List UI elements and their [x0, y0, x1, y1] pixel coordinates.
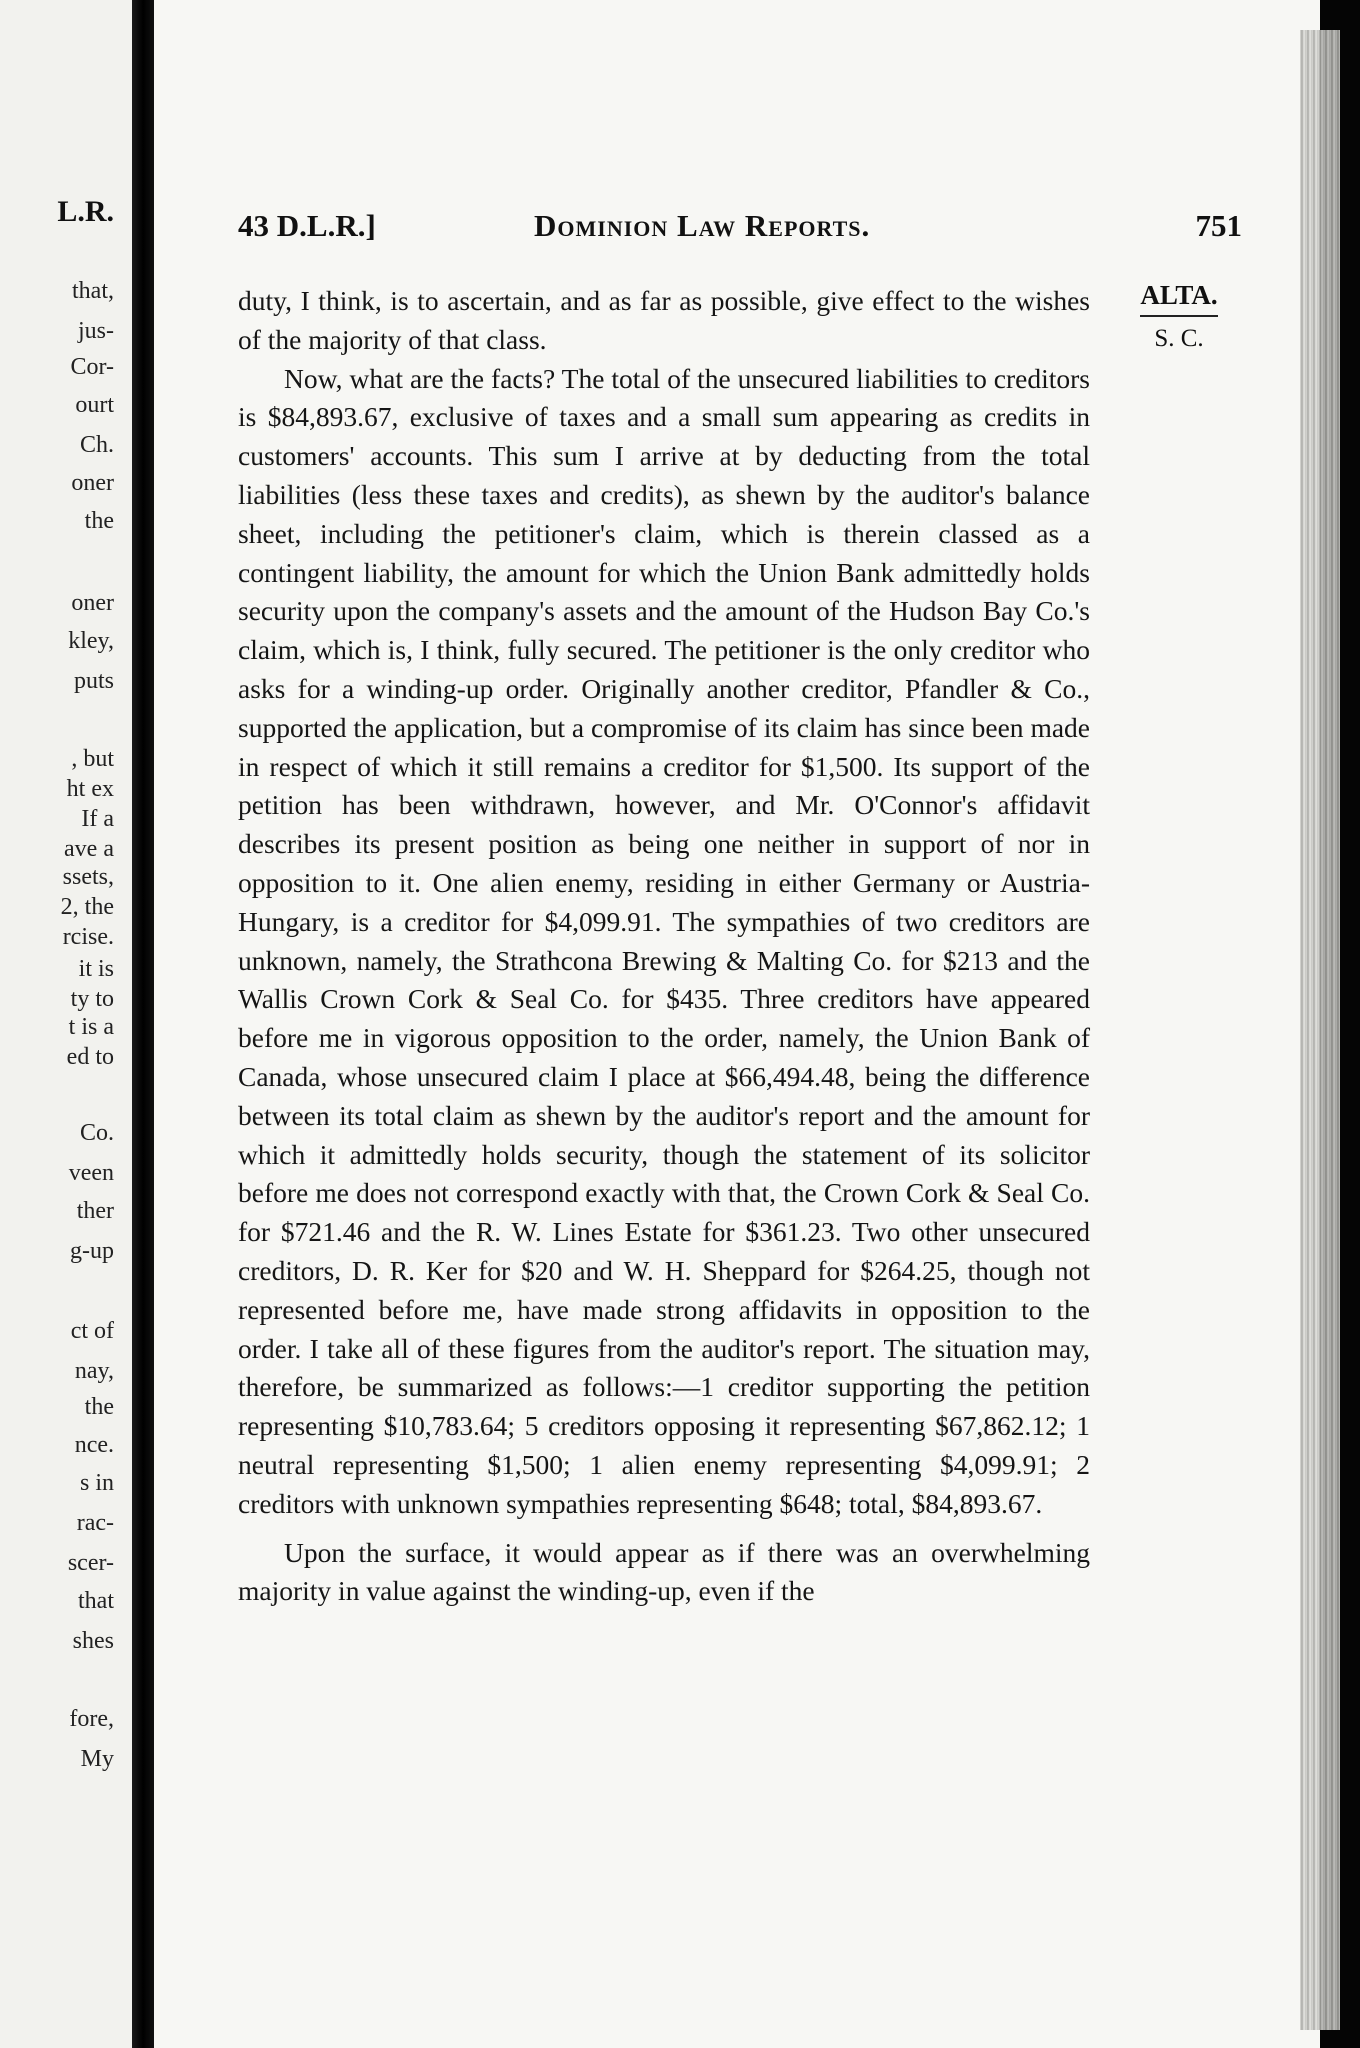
- facing-page-line: Cor-: [70, 354, 114, 380]
- facing-page-line: ther: [76, 1198, 114, 1224]
- facing-page-line: the: [84, 508, 114, 534]
- facing-page-line: ourt: [75, 392, 114, 418]
- facing-page-line: t is a: [68, 1014, 114, 1040]
- publication-title: Dominion Law Reports.: [534, 208, 871, 243]
- court-division: S. C.: [1154, 325, 1204, 352]
- paragraph-continuation: duty, I think, is to ascertain, and as far as possible, give effect to the wishes of the majority of that class.: [238, 285, 1090, 355]
- facing-page-line: puts: [73, 668, 114, 694]
- facing-page-line: , but: [71, 746, 114, 772]
- facing-page-line: that: [78, 1588, 114, 1614]
- body-text: [238, 282, 1090, 1611]
- facing-page-line: ed to: [66, 1044, 114, 1070]
- facing-page-line: ty to: [70, 986, 114, 1012]
- facing-page-fragment: [0, 0, 132, 2048]
- facing-page-line: that,: [72, 278, 114, 304]
- facing-page-line: nce.: [74, 1432, 114, 1458]
- book-gutter: [132, 0, 154, 2048]
- facing-page-line: rcise.: [62, 924, 114, 950]
- facing-page-line: oner: [71, 590, 114, 616]
- court-jurisdiction: ALTA.: [1140, 280, 1217, 317]
- facing-page-line: oner: [71, 470, 114, 496]
- page-edge: [1300, 30, 1340, 2030]
- facing-page-line: Co.: [79, 1120, 114, 1146]
- facing-page-line: the: [84, 1394, 114, 1420]
- facing-page-header: L.R.: [57, 195, 114, 228]
- side-note: [1139, 280, 1219, 353]
- facing-page-line: scer-: [67, 1550, 114, 1576]
- running-head: [238, 208, 1242, 248]
- facing-page-line: shes: [72, 1628, 114, 1654]
- facing-page-line: jus-: [78, 318, 114, 344]
- facing-page-line: 2, the: [60, 894, 114, 920]
- facing-page-line: Ch.: [79, 432, 114, 458]
- facing-page-line: ave a: [64, 836, 114, 862]
- facing-page-line: kley,: [68, 628, 114, 654]
- volume-reference: 43 D.L.R.]: [238, 208, 376, 243]
- facing-page-line: it is: [78, 956, 114, 982]
- facing-page-line: If a: [81, 806, 114, 832]
- facing-page-line: ht ex: [66, 776, 114, 802]
- page-number: 751: [1195, 208, 1242, 243]
- paragraph-conclusion: Upon the surface, it would appear as if there was an overwhelming majority in value against the winding-up, even if the: [238, 1536, 1090, 1607]
- facing-page-line: ssets,: [62, 864, 114, 890]
- facing-page-line: g-up: [70, 1238, 114, 1264]
- facing-page-line: nay,: [74, 1358, 114, 1384]
- facing-page-line: My: [80, 1746, 114, 1772]
- facing-page-line: fore,: [69, 1706, 114, 1732]
- facing-page-line: veen: [68, 1160, 114, 1186]
- page: [154, 0, 1320, 2048]
- facing-page-line: s in: [79, 1470, 114, 1496]
- facing-page-line: rac-: [76, 1510, 114, 1536]
- paragraph-facts: Now, what are the facts? The total of the unsecured liabilities to creditors is $84,893.67, exclusive of taxes and a small sum appearing as credits in customers' accounts. This sum I arrive at by deducting from the total liabilities (less these taxes and credits), as shewn by the auditor's balance sheet, including the petitioner's claim, which is therein classed as a contingent liability, the amount for which the Union Bank admittedly holds security upon the company's assets and the amount of the Hudson Bay Co.'s claim, which is, I think, fully secured. The petitioner is the only creditor who asks for a winding-up order. Originally another creditor, Pfandler & Co., supported the application, but a compromise of its claim has since been made in respect of which it still remains a creditor for $1,500. Its support of the petition has been withdrawn, however, and Mr. O'Connor's affidavit describes its present position as being one neither in support of nor in opposition to it. One alien enemy, residing in either Germany or Austria-Hungary, is a creditor for $4,099.91. The sympathies of two creditors are unknown, namely, the Strathcona Brewing & Malting Co. for $213 and the Wallis Crown Cork & Seal Co. for $435. Three creditors have appeared before me in vigorous opposition to the order, namely, the Union Bank of Canada, whose unsecured claim I place at $66,494.48, being the difference between its total claim as shewn by the auditor's report and the amount for which it admittedly holds security, though the statement of its solicitor before me does not correspond exactly with that, the Crown Cork & Seal Co. for $721.46 and the R. W. Lines Estate for $361.23. Two other unsecured creditors, D. R. Ker for $20 and W. H. Sheppard for $264.25, though not represented before me, have made strong affidavits in opposition to the order. I take all of these figures from the auditor's report. The situation may, therefore, be summarized as follows:—1 creditor supporting the petition representing $10,783.64; 5 creditors opposing it representing $67,862.12; 1 neutral representing $1,500; 1 alien enemy representing $4,099.91; 2 creditors with unknown sympathies representing $648; total, $84,893.67.: [238, 362, 1090, 1519]
- facing-page-line: ct of: [70, 1318, 114, 1344]
